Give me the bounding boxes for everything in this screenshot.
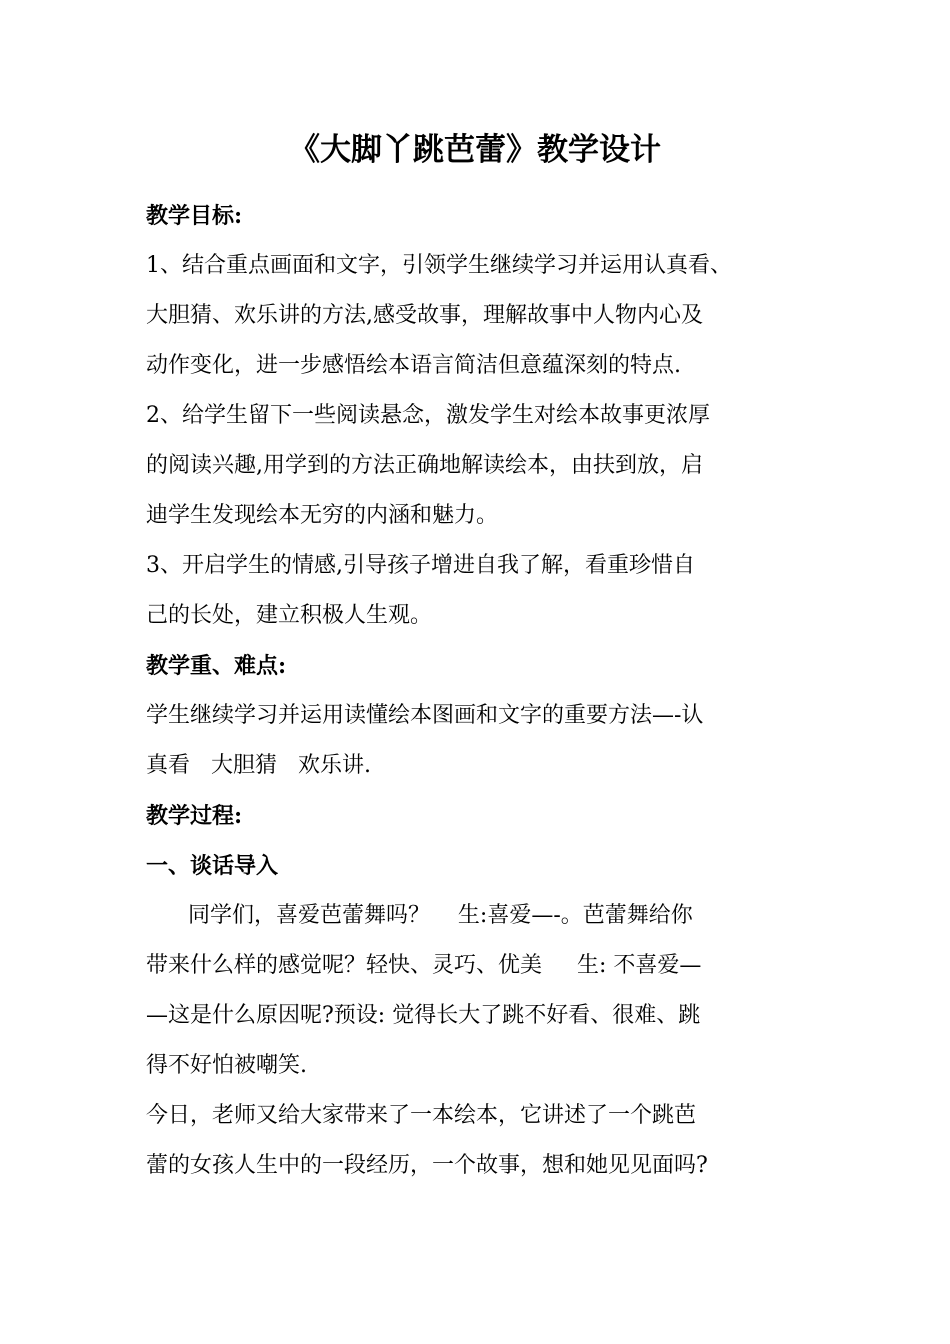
paragraph-line: 大胆猜、欢乐讲的方法,感受故事，理解故事中人物内心及 bbox=[146, 303, 703, 328]
paragraph-line: 动作变化，进一步感悟绘本语言简洁但意蕴深刻的特点. bbox=[146, 353, 681, 378]
heading-objectives: 教学目标: bbox=[146, 203, 243, 229]
paragraph-line: 己的长处，建立积极人生观。 bbox=[146, 603, 433, 628]
paragraph-line: 蕾的女孩人生中的一段经历，一个故事，想和她见见面吗? bbox=[146, 1153, 708, 1178]
paragraph-line: 真看 大胆猜 欢乐讲. bbox=[146, 753, 371, 778]
paragraph-line: 2、给学生留下一些阅读悬念，激发学生对绘本故事更浓厚 bbox=[146, 403, 710, 428]
paragraph-line: 得不好怕被嘲笑. bbox=[146, 1053, 307, 1078]
document-title: 《大脚丫跳芭蕾》教学设计 bbox=[289, 132, 661, 168]
paragraph-line: 的阅读兴趣,用学到的方法正确地解读绘本，由扶到放，启 bbox=[146, 453, 703, 478]
paragraph-line: 3、开启学生的情感,引导孩子增进自我了解，看重珍惜自 bbox=[146, 553, 695, 578]
paragraph-line: 同学们，喜爱芭蕾舞吗？ 生:喜爱—-。芭蕾舞给你 bbox=[146, 903, 693, 928]
paragraph-line: 带来什么样的感觉呢？轻快、灵巧、优美 生: 不喜爱— bbox=[146, 953, 702, 978]
paragraph-line: 1、结合重点画面和文字，引领学生继续学习并运用认真看、 bbox=[146, 253, 732, 278]
heading-process: 教学过程: bbox=[146, 803, 243, 829]
paragraph-line: 今日，老师又给大家带来了一本绘本，它讲述了一个跳芭 bbox=[146, 1103, 697, 1128]
paragraph-line: 迪学生发现绘本无穷的内涵和魅力。 bbox=[146, 503, 499, 528]
heading-key-points: 教学重、难点: bbox=[146, 653, 287, 679]
paragraph-line: —这是什么原因呢?预设: 觉得长大了跳不好看、很难、跳 bbox=[146, 1003, 701, 1028]
heading-section-one: 一、谈话导入 bbox=[146, 853, 279, 879]
paragraph-line: 学生继续学习并运用读懂绘本图画和文字的重要方法—-认 bbox=[146, 703, 704, 728]
